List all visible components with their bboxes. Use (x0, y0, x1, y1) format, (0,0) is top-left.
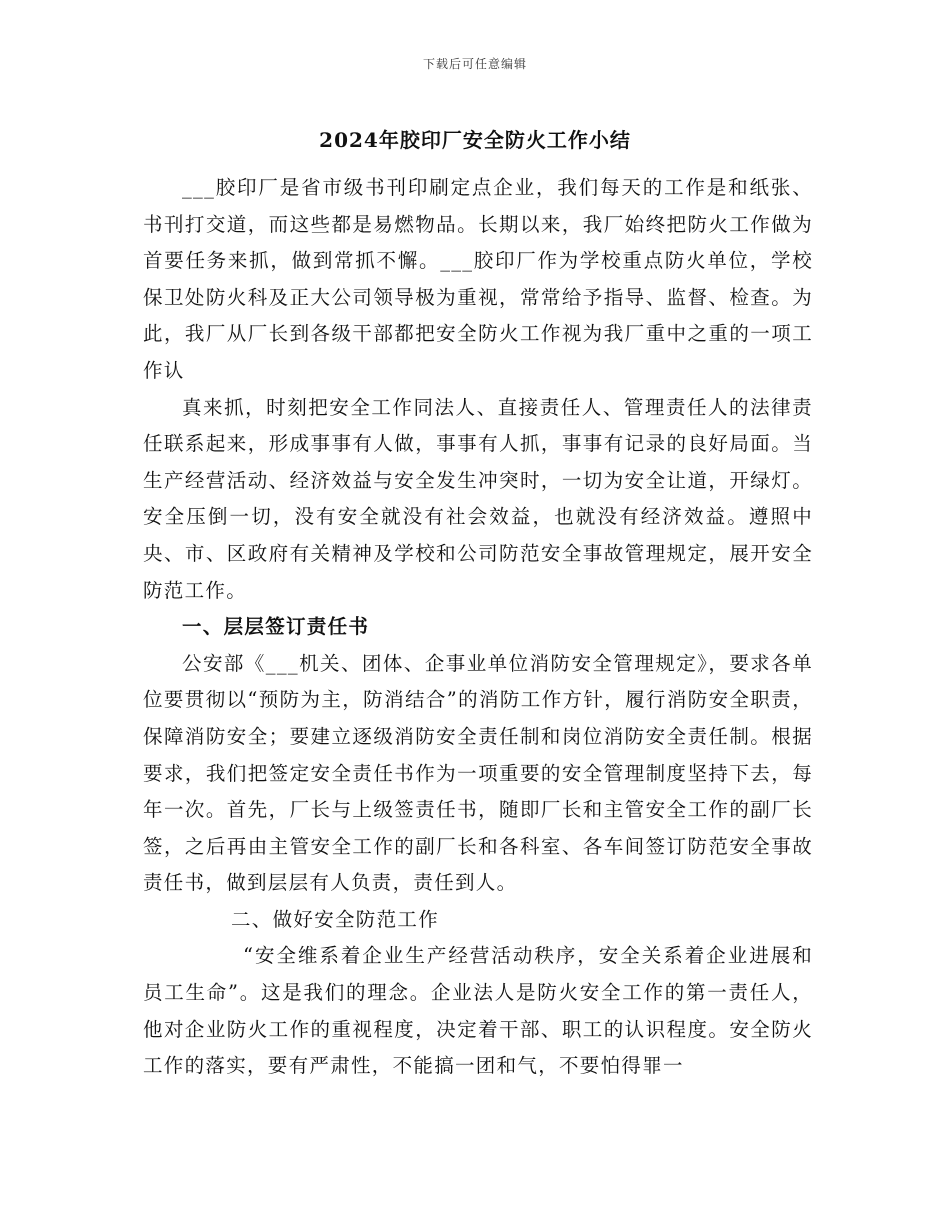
section-heading-2: 二、做好安全防范工作 (231, 907, 440, 931)
document-body (143, 170, 813, 1085)
header-note: 下载后可任意编辑 (422, 57, 527, 71)
paragraph-section-2: “安全维系着企业生产经营活动秩序，安全关系着企业进展和员工生命”。这是我们的理念。企业法人是防火安全工作的第一责任人，他对企业防火工作的重视程度，决定着干部、职工的认识程度。安全防火工作的落实，要有严肃性，不能搞一团和气，不要怕得罪一 (143, 944, 813, 1078)
document-title: 2024年胶印厂安全防火工作小结 (319, 128, 631, 152)
paragraph-section-1: 公安部《___机关、团体、企事业单位消防安全管理规定》，要求各单位要贯彻以“预防为主，防消结合”的消防工作方针，履行消防安全职责，保障消防安全；要建立逐级消防安全责任制和岗位消防安全责任制。根据要求，我们把签定安全责任书作为一项重要的安全管理制度坚持下去，每年一次。首先，厂长与上级签责任书，随即厂长和主管安全工作的副厂长签，之后再由主管安全工作的副厂长和各科室、各车间签订防范安全事故责任书，做到层层有人负责，责任到人。 (143, 651, 813, 895)
paragraph-intro: ___胶印厂是省市级书刊印刷定点企业，我们每天的工作是和纸张、书刊打交道，而这些都是易燃物品。长期以来，我厂始终把防火工作做为首要任务来抓，做到常抓不懈。___胶印厂作为学校重点防火单位，学校保卫处防火科及正大公司领导极为重视，常常给予指导、监督、检查。为此，我厂从厂长到各级干部都把安全防火工作视为我厂重中之重的一项工作认 (143, 176, 813, 382)
paragraph-continuation: 真来抓，时刻把安全工作同法人、直接责任人、管理责任人的法律责任联系起来，形成事事有人做，事事有人抓，事事有记录的良好局面。当生产经营活动、经济效益与安全发生冲突时，一切为安全让道，开绿灯。安全压倒一切，没有安全就没有社会效益，也就没有经济效益。遵照中央、市、区政府有关精神及学校和公司防范安全事故管理规定，展开安全防范工作。 (143, 395, 813, 602)
section-heading-1: 一、层层签订责任书 (182, 615, 370, 639)
